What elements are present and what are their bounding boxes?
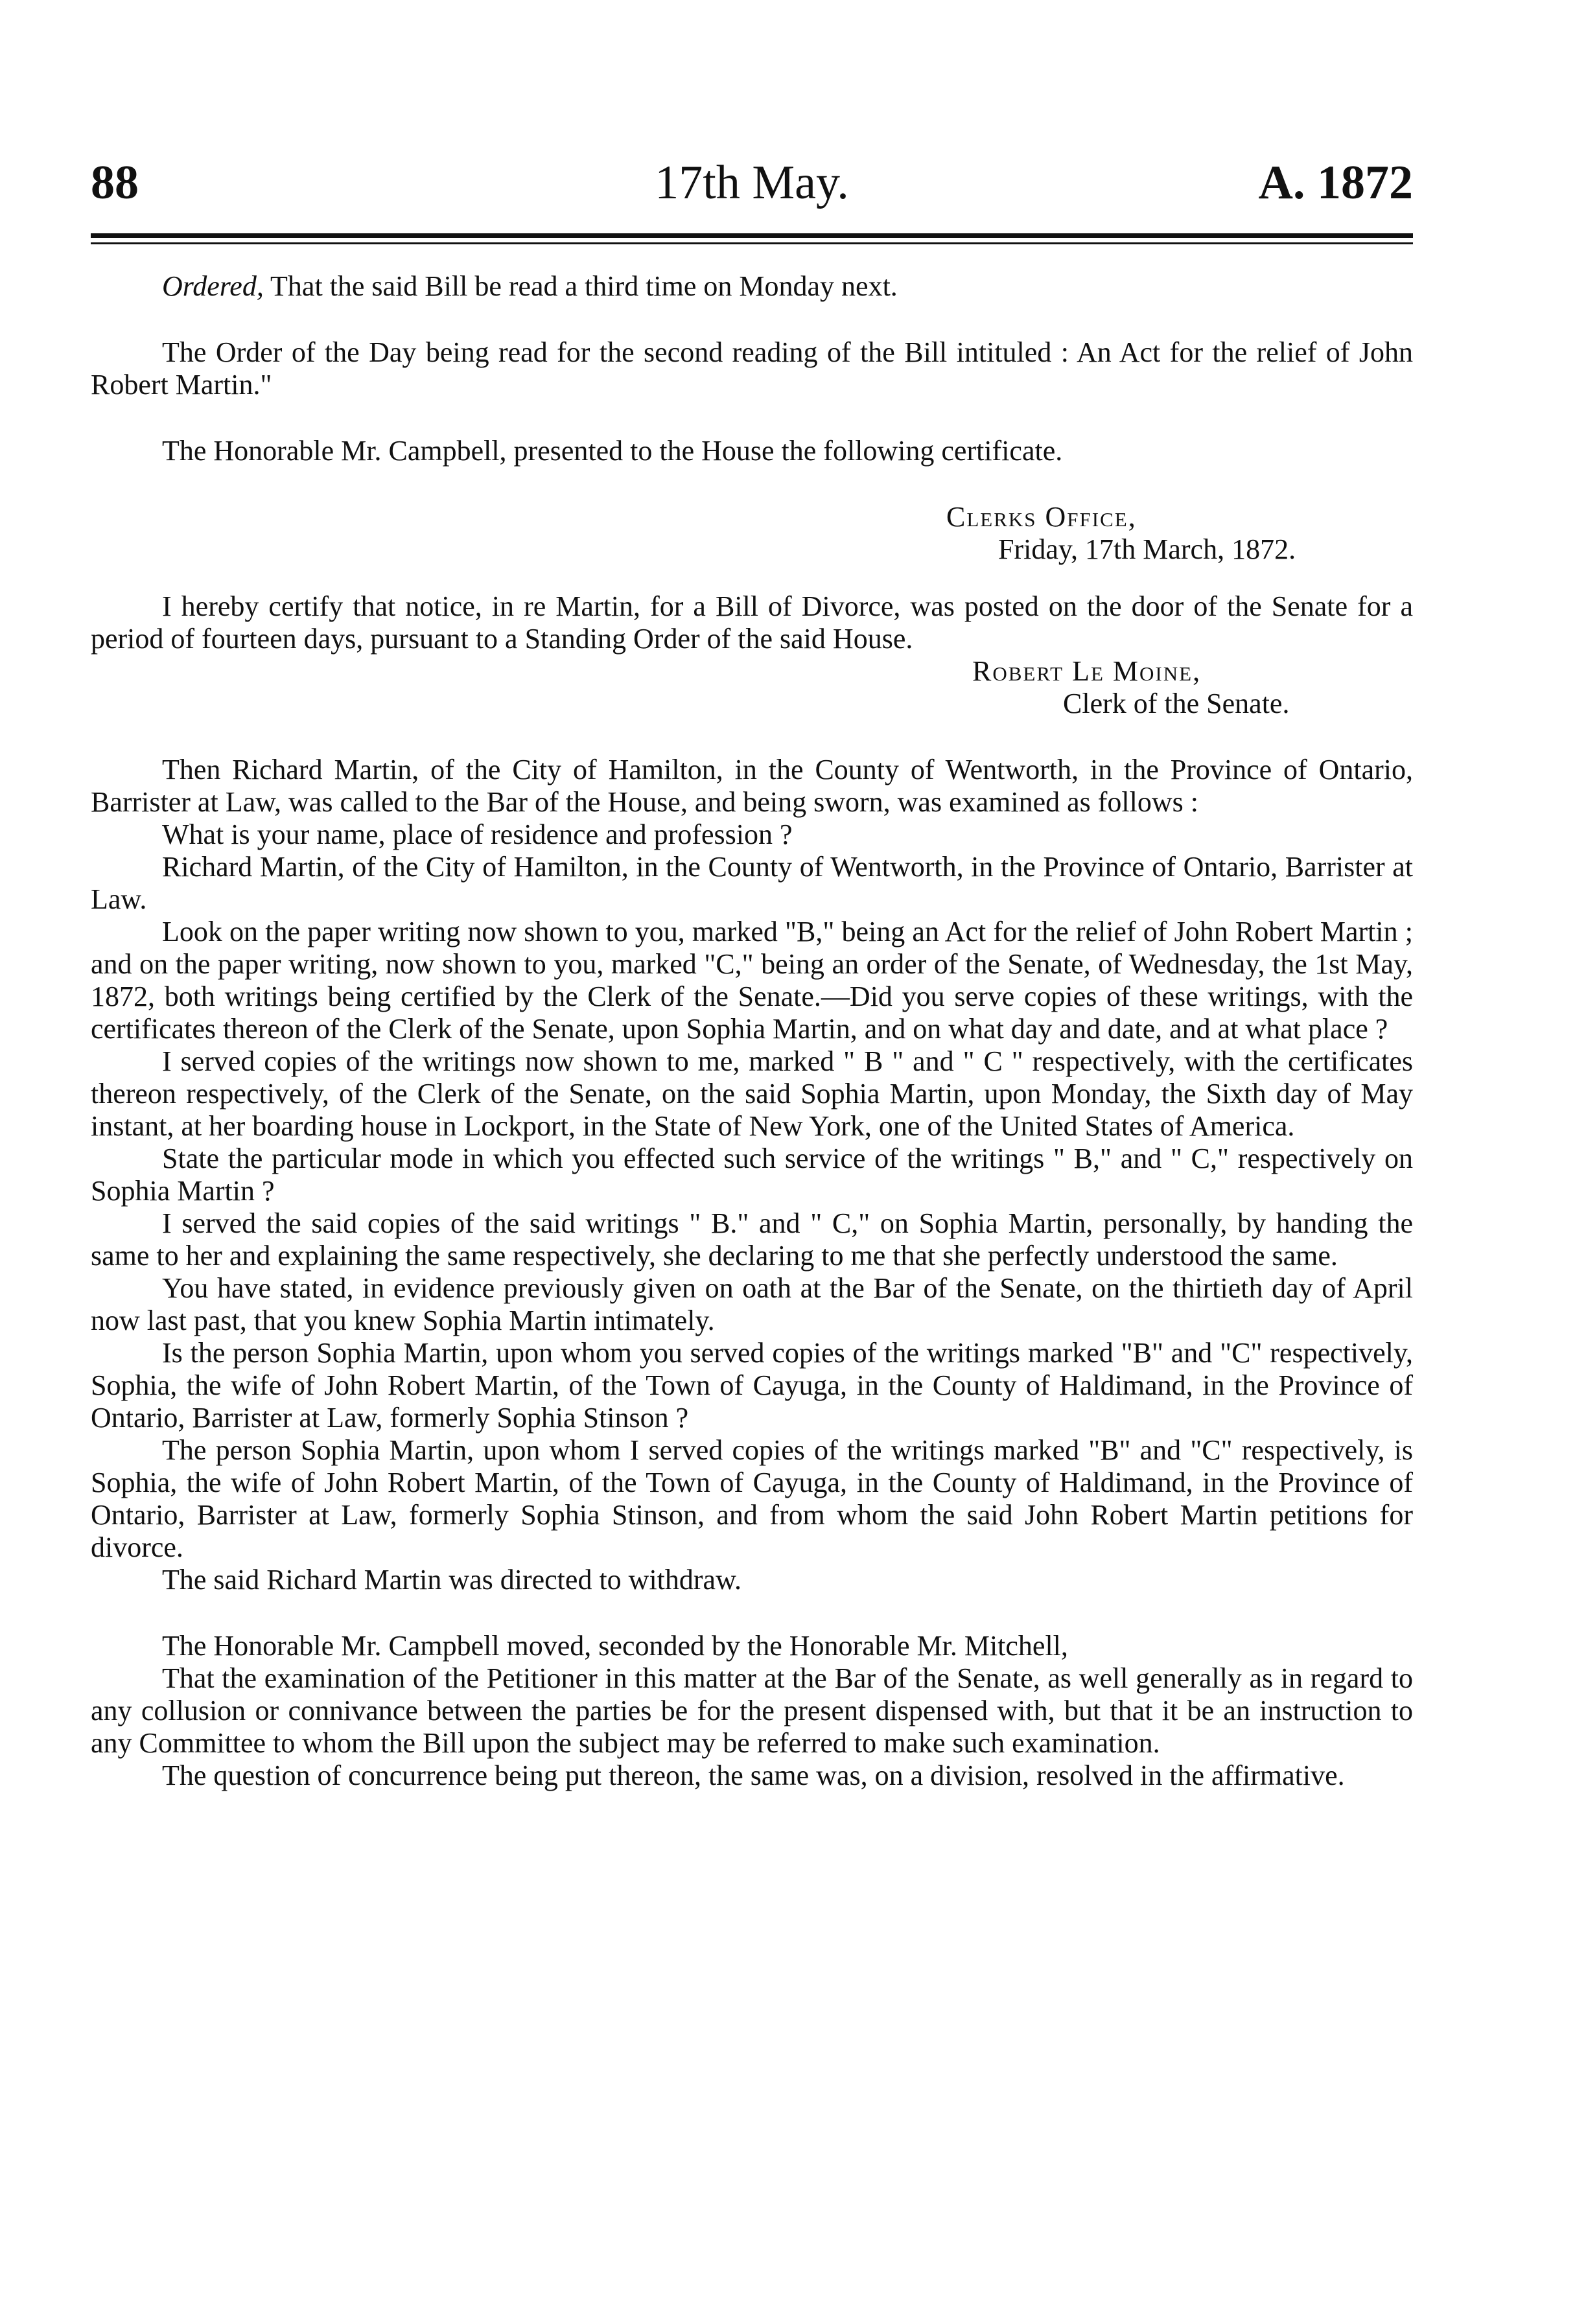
header-year: A. 1872	[1258, 156, 1413, 209]
examination-intro: Then Richard Martin, of the City of Hamilton, in the County of Wentworth, in the Province of Ontario, Barrister at Law, was called to the Bar of the House, and being sworn, was examined as follows :	[91, 754, 1413, 818]
motion-intro: The Honorable Mr. Campbell moved, seconded by the Honorable Mr. Mitchell,	[162, 1630, 1068, 1662]
answer-3: I served the said copies of the said writings " B." and " C," on Sophia Martin, personally, by handing the same to her and explaining the same respectively, she declaring to me that she perfectly understood the same.	[91, 1207, 1413, 1272]
motion-result: The question of concurrence being put thereon, the same was, on a division, resolved in the affirmative.	[162, 1760, 1345, 1791]
page-header	[91, 156, 1413, 227]
motion-text: That the examination of the Petitioner in this matter at the Bar of the Senate, as well generally as in regard to any collusion or connivance between the parties be for the present dispensed with, but that it be an instruction to any Committee to whom the Bill upon the subject may be referred to make such examination.	[91, 1662, 1413, 1759]
question-3: State the particular mode in which you effected such service of the writings " B," and " C," respectively on Sophia Martin ?	[91, 1143, 1413, 1207]
header-date: 17th May.	[655, 156, 849, 209]
order-of-day-paragraph: The Order of the Day being read for the second reading of the Bill intituled : An Act for the relief of John Robert Martin."	[91, 336, 1413, 401]
question-5: Is the person Sophia Martin, upon whom you served copies of the writings marked "B" and "C" respectively, Sophia, the wife of John Robert Martin, of the Town of Cayuga, in the County of Haldimand, in the Province of Ontario, Barrister at Law, formerly Sophia Stinson ?	[91, 1337, 1413, 1434]
page-number: 88	[91, 156, 139, 209]
ordered-label: Ordered,	[162, 270, 264, 302]
header-rule-thick	[91, 233, 1413, 238]
journal-page	[91, 156, 1413, 1792]
answer-2: I served copies of the writings now shown to me, marked " B " and " C " respectively, with the certificates thereon respectively, of the Clerk of the Senate, on the said Sophia Martin, upon Monday, the Sixth day of May instant, at her boarding house in Lockport, in the State of New York, one of the United States of America.	[91, 1045, 1413, 1142]
certificate-intro: The Honorable Mr. Campbell, presented to the House the following certificate.	[162, 435, 1063, 467]
answer-1: Richard Martin, of the City of Hamilton, in the County of Wentworth, in the Province of Ontario, Barrister at Law.	[91, 851, 1413, 915]
certificate-body: I hereby certify that notice, in re Martin, for a Bill of Divorce, was posted on the door of the Senate for a period of fourteen days, pursuant to a Standing Order of the said House.	[91, 590, 1413, 655]
page-body	[91, 270, 1413, 1792]
certificate-signer: Robert Le Moine,	[972, 655, 1202, 687]
question-1: What is your name, place of residence and profession ?	[162, 819, 793, 850]
certificate-office: Clerks Office,	[946, 501, 1137, 533]
certificate-signer-title: Clerk of the Senate.	[1063, 688, 1290, 719]
answer-5: The person Sophia Martin, upon whom I served copies of the writings marked "B" and "C" respectively, is Sophia, the wife of John Robert Martin, of the Town of Cayuga, in the County of Haldimand, in the Province of Ontario, Barrister at Law, formerly Sophia Stinson, and from whom the said John Robert Martin petitions for divorce.	[91, 1434, 1413, 1563]
header-rule-thin	[91, 242, 1413, 244]
certificate-date: Friday, 17th March, 1872.	[998, 533, 1296, 565]
order-paragraph: Ordered, That the said Bill be read a third time on Monday next.	[162, 270, 898, 302]
withdraw-line: The said Richard Martin was directed to withdraw.	[162, 1564, 741, 1596]
question-4: You have stated, in evidence previously given on oath at the Bar of the Senate, on the thirtieth day of April now last past, that you knew Sophia Martin intimately.	[91, 1272, 1413, 1336]
question-2: Look on the paper writing now shown to you, marked "B," being an Act for the relief of John Robert Martin ; and on the paper writing, now shown to you, marked "C," being an order of the Senate, of Wednesday, the 1st May, 1872, both writings being certified by the Clerk of the Senate.—Did you serve copies of these writings, with the certificates thereon of the Clerk of the Senate, upon Sophia Martin, and on what day and date, and at what place ?	[91, 916, 1413, 1045]
